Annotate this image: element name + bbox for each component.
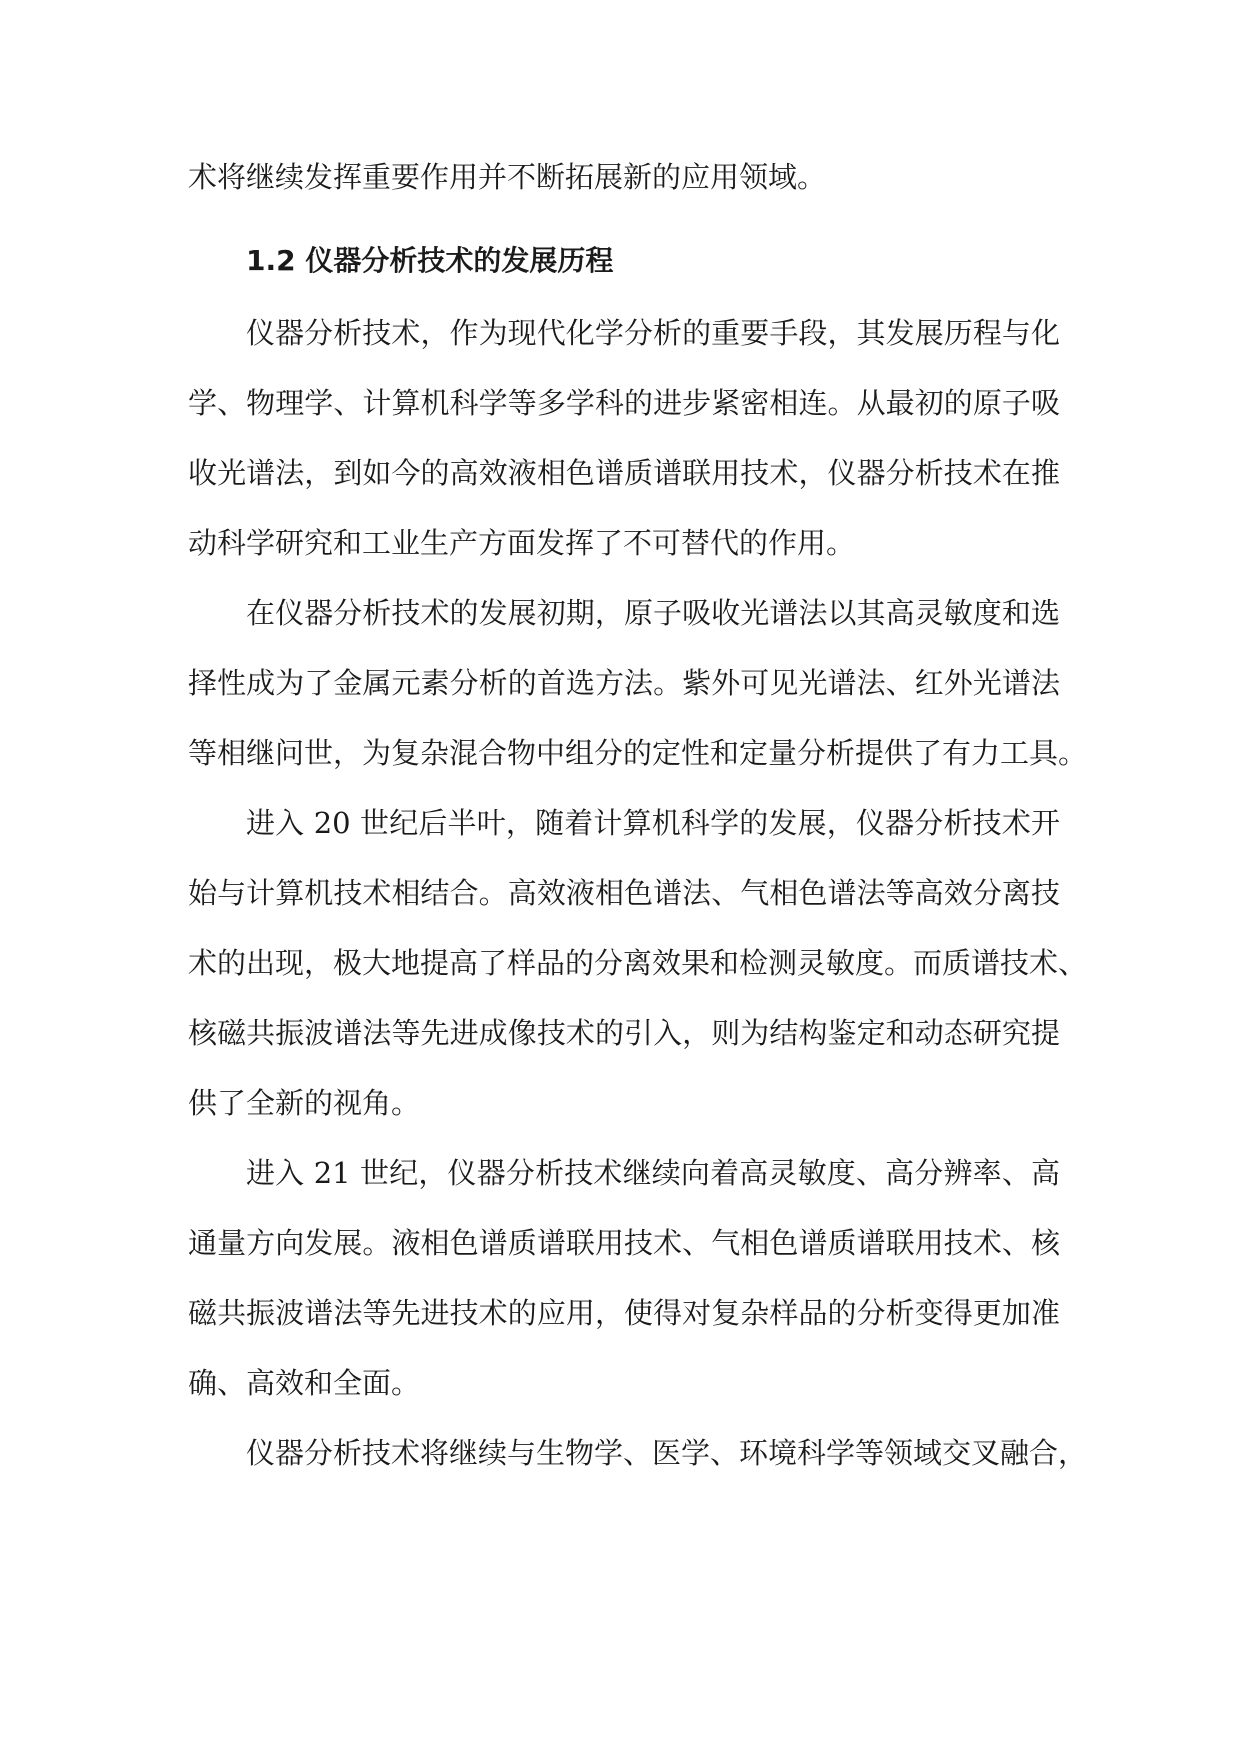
paragraph-1 bbox=[188, 298, 1060, 578]
text-line: 通量方向发展。液相色谱质谱联用技术、气相色谱质谱联用技术、核 bbox=[188, 1226, 1060, 1260]
text-line: 动科学研究和工业生产方面发挥了不可替代的作用。 bbox=[188, 526, 856, 560]
text-line: 供了全新的视角。 bbox=[188, 1086, 421, 1120]
text-line: 仪器分析技术将继续与生物学、医学、环境科学等领域交叉融合， bbox=[246, 1436, 1088, 1470]
paragraph-2 bbox=[188, 578, 1088, 788]
paragraph-5 bbox=[188, 1418, 1088, 1488]
text-line: 进入 21 世纪，仪器分析技术继续向着高灵敏度、高分辨率、高 bbox=[246, 1156, 1060, 1190]
section-heading: 1.2 仪器分析技术的发展历程 bbox=[246, 244, 614, 277]
text-line: 确、高效和全面。 bbox=[188, 1366, 421, 1400]
text-line: 在仪器分析技术的发展初期，原子吸收光谱法以其高灵敏度和选 bbox=[246, 596, 1060, 630]
text-line: 核磁共振波谱法等先进成像技术的引入，则为结构鉴定和动态研究提 bbox=[188, 1016, 1060, 1050]
text-line: 进入 20 世纪后半叶，随着计算机科学的发展，仪器分析技术开 bbox=[246, 806, 1060, 840]
paragraph-3 bbox=[188, 788, 1088, 1138]
text-line: 等相继问世，为复杂混合物中组分的定性和定量分析提供了有力工具。 bbox=[188, 736, 1088, 770]
text-line: 术将继续发挥重要作用并不断拓展新的应用领域。 bbox=[188, 160, 827, 194]
text-line: 学、物理学、计算机科学等多学科的进步紧密相连。从最初的原子吸 bbox=[188, 386, 1060, 420]
text-line: 始与计算机技术相结合。高效液相色谱法、气相色谱法等高效分离技 bbox=[188, 876, 1060, 910]
text-line: 择性成为了金属元素分析的首选方法。紫外可见光谱法、红外光谱法 bbox=[188, 666, 1060, 700]
document-body bbox=[188, 142, 1088, 1488]
text-line: 术的出现，极大地提高了样品的分离效果和检测灵敏度。而质谱技术、 bbox=[188, 946, 1088, 980]
text-line: 仪器分析技术，作为现代化学分析的重要手段，其发展历程与化 bbox=[246, 316, 1060, 350]
paragraph-4 bbox=[188, 1138, 1060, 1418]
intro-paragraph bbox=[188, 142, 1060, 212]
text-line: 收光谱法，到如今的高效液相色谱质谱联用技术，仪器分析技术在推 bbox=[188, 456, 1060, 490]
text-line: 磁共振波谱法等先进技术的应用，使得对复杂样品的分析变得更加准 bbox=[188, 1296, 1060, 1330]
